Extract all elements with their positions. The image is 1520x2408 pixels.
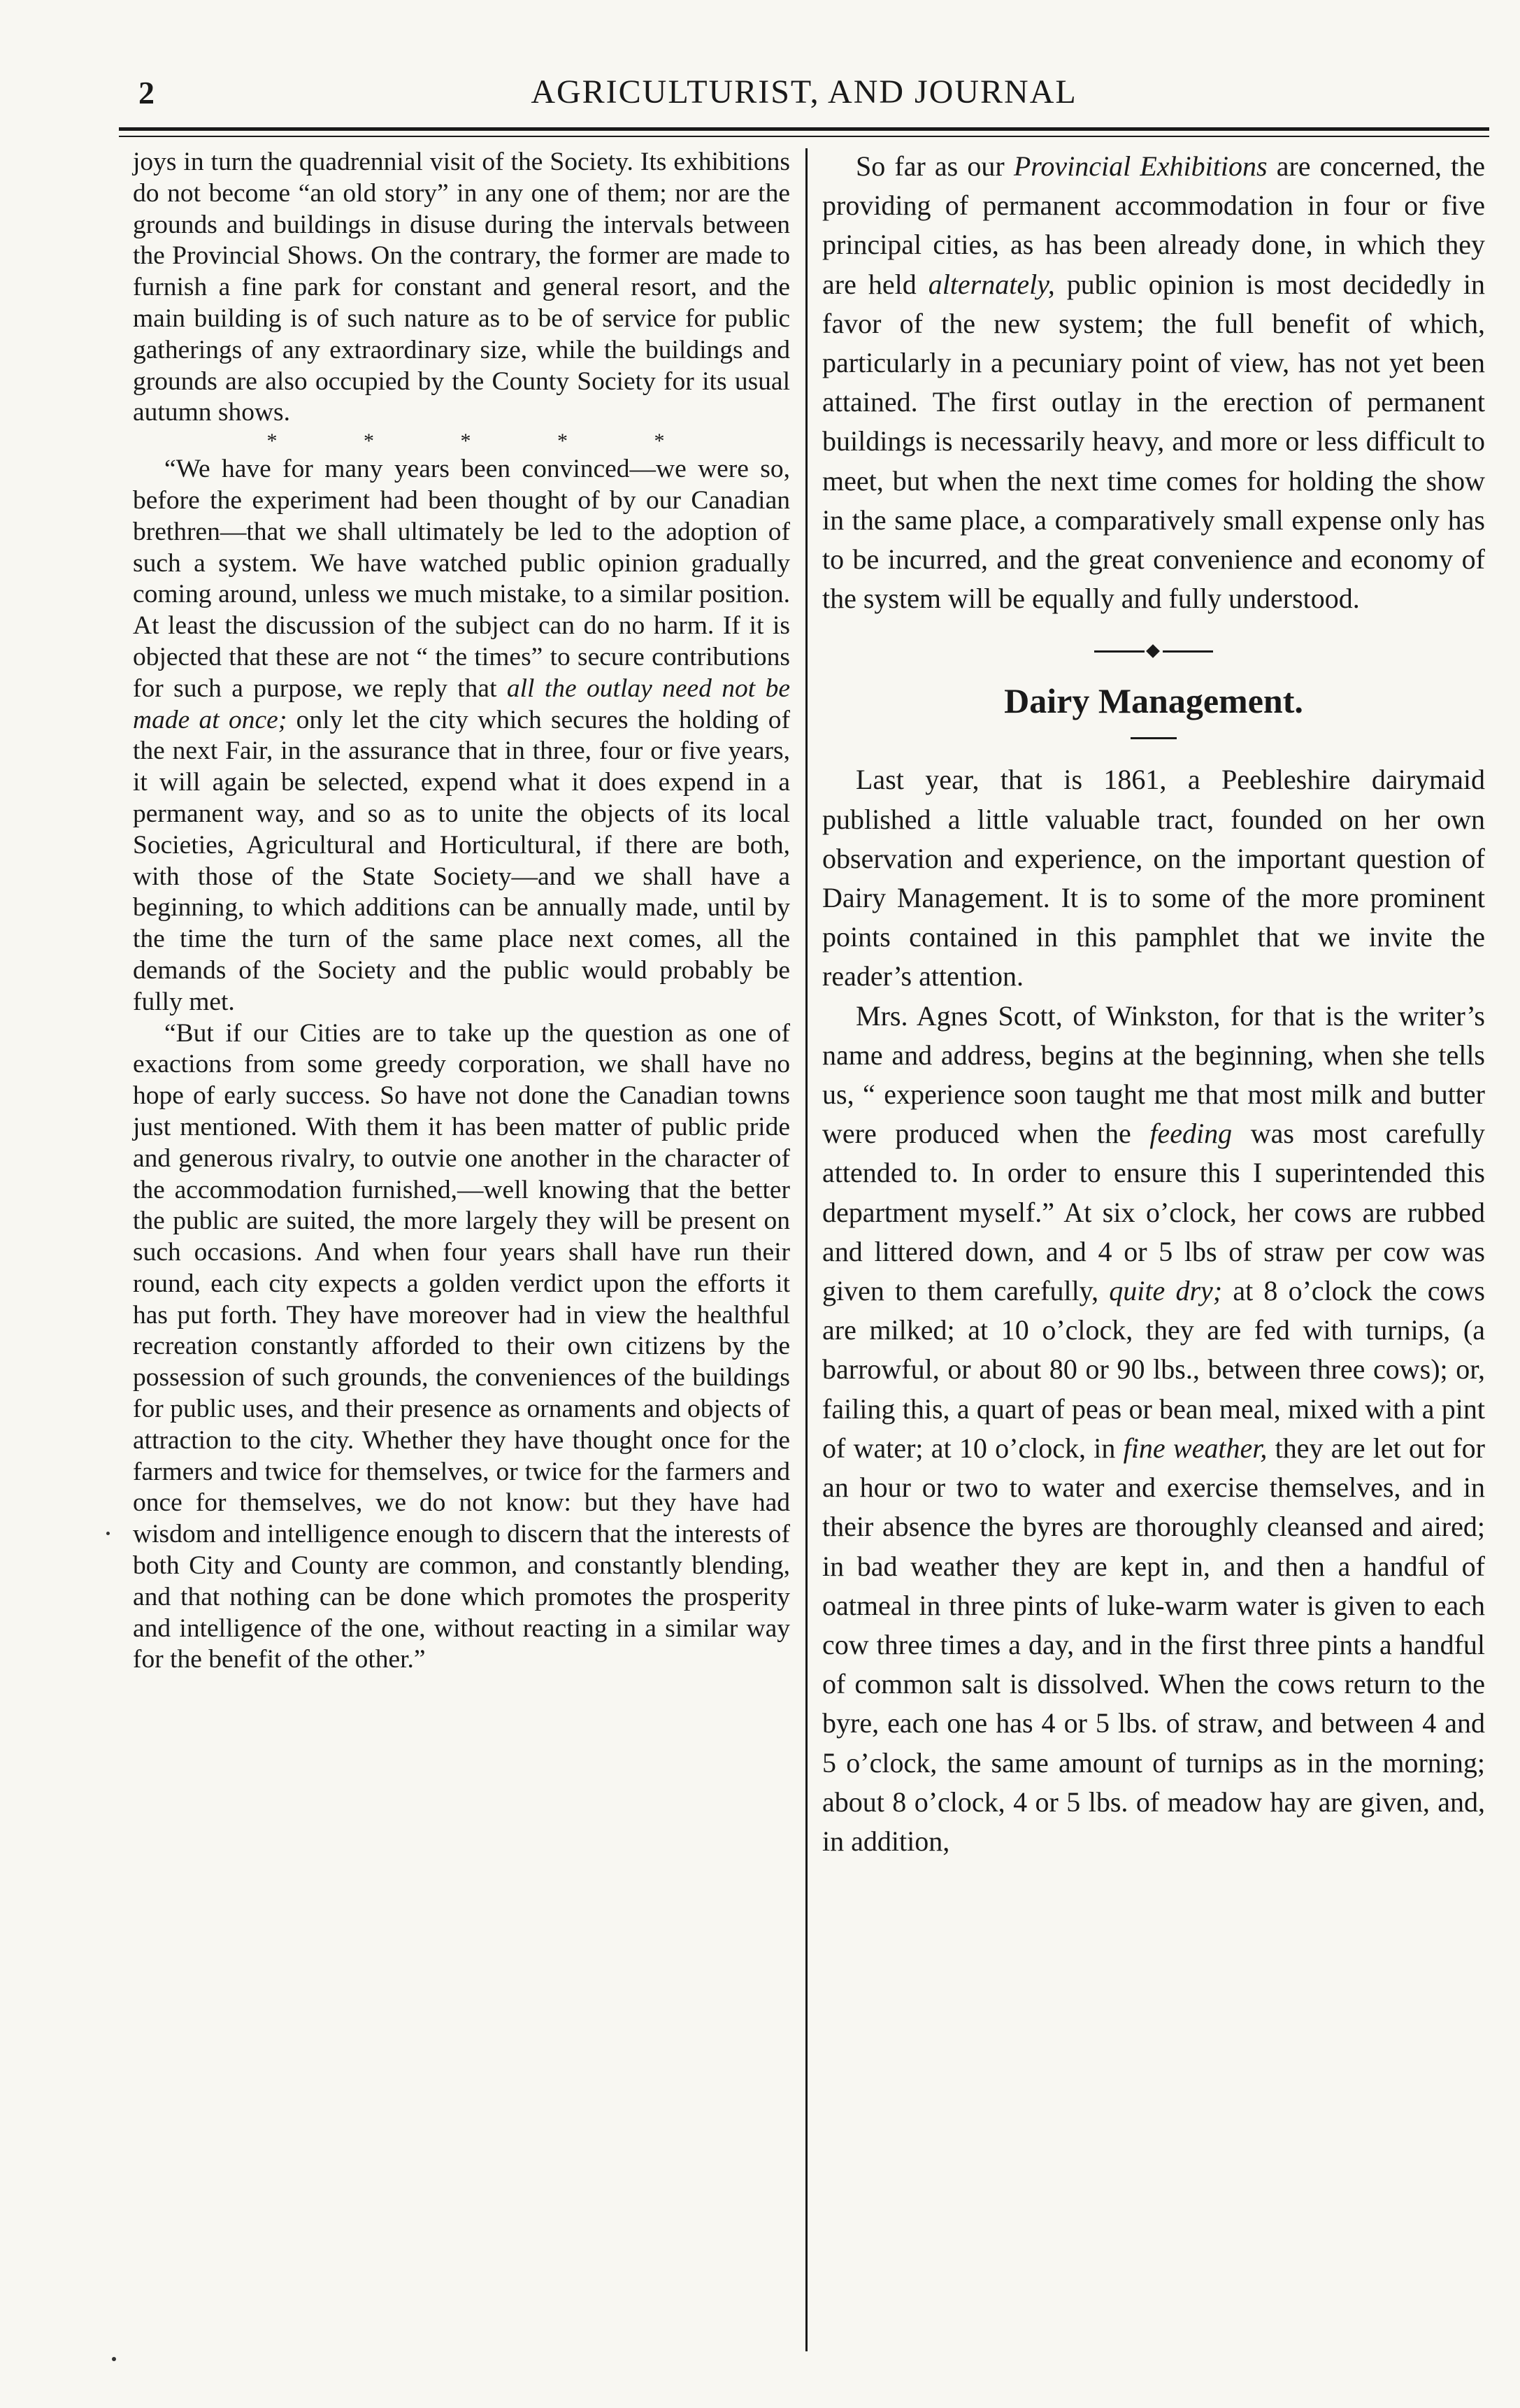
paragraph-continued: joys in turn the quadrennial visit of the Society. Its exhibitions do not become “an old story” in any one of them; nor are the grounds and buildings in disuse during the intervals between the Provincial Shows. On the contrary, the former are made to furnish a fine park for constant and general resort, and the main building is of such nature as to be of service for public gatherings of any extraordinary size, while the buildings and grounds are also occupied by the County Society for its usual autumn shows. xyxy=(133,148,790,427)
print-speck xyxy=(112,2357,116,2361)
header-rule-thin xyxy=(119,136,1489,137)
page-header xyxy=(119,67,1489,130)
section-break-stars: * * * * * xyxy=(266,429,705,453)
print-speck xyxy=(106,1532,110,1535)
italic-phrase: all the outlay need not be made at once; xyxy=(133,674,791,734)
column-divider xyxy=(805,148,808,2351)
page-number: 2 xyxy=(138,75,155,111)
right-column xyxy=(822,147,1485,1861)
paragraph-dairy-routine: Mrs. Agnes Scott, of Winkston, for that is the writer’s name and address, begins at the beginning, when she tells us, “ experience soon taught me that most milk and butter were produced when the feeding was most carefully attended to. In order to ensure this I superintended this department myself.” At six o’clock, her cows are rubbed and littered down, and 4 or 5 lbs of straw per cow was given to them carefully, quite dry; at 8 o’clock the cows are milked; at 10 o’clock, they are fed with turnips, (a barrowful, or about 80 or 90 lbs., between three cows); or, failing this, a quart of peas or bean meal, mixed with a pint of water; at 10 o’clock, in fine weather, they are let out for an hour or two to water and exercise themselves, and in their absence the byres are thoroughly cleansed and aired; in bad weather they are kept in, and then a handful of oatmeal in three pints of luke-warm water is given to each cow three times a day, and in the first three pints a handful of common salt is dissolved. When the cows return to the byre, each one has 4 or 5 lbs. of straw, and between 4 and 5 o’clock, the same amount of turnips as in the morning; about 8 o’clock, 4 or 5 lbs. of meadow hay are given, and, in addition, xyxy=(822,999,1486,1857)
paragraph-quote-2: “But if our Cities are to take up the question as one of exactions from some greedy corporation, we shall have no hope of early success. So have not done the Canadian towns just mentioned. With them it has been matter of public pride and generous rivalry, to outvie one another in the character of the accommodation furnished,—well knowing that the better the public are suited, the more largely they will be present on such occasions. And when four years shall have run their round, each city expects a golden verdict upon the efforts it has put forth. They have moreover had in view the healthful recreation constantly afforded to their own citizens by the possession of such grounds, the conveniences of the buildings for public uses, and their presence as ornaments and objects of attraction to the city. Whether they have thought once for the farmers and twice for themselves, or twice for the farmers and once for themselves, we do not know: but they have had wisdom and intelligence enough to discern that the interests of both City and County are common, and constantly blending, and that nothing can be done which promotes the prosperity and intelligence of the one, without reacting in a similar way for the benefit of the other.” xyxy=(133,1018,790,1674)
left-column xyxy=(133,147,790,1676)
paragraph-provincial-exhibitions: So far as our Provincial Exhibitions are concerned, the providing of permanent accommodation in four or five principal cities, as has been already done, in which they are held alternately, public opinion is most decidedly in favor of the new system; the full benefit of which, particularly in a pecuniary point of view, has not yet been attained. The first outlay in the erection of permanent buildings is necessarily heavy, and more or less difficult to meet, but when the next time comes for holding the show in the same place, a comparatively small expense only has to be incurred, and the great convenience and economy of the system will be equally and fully understood. xyxy=(822,150,1486,615)
section-ornament xyxy=(1094,638,1213,666)
paragraph-quote-1: “We have for many years been convinced—we were so, before the experiment had been thought of by our Canadian brethren—that we shall ultimately be led to the adoption of such a system. We have watched public opinion gradually coming around, unless we much mistake, to a similar position. At least the discussion of the subject can do no harm. If it is objected that these are not “ the times” to secure contributions for such a purpose, we reply that all the outlay need not be made at once; only let the city which secures the holding of the next Fair, in the assurance that in three, four or five years, it will again be selected, expend what it does expend in a permanent way, and so as to unite the objects of its local Societies, Agricultural and Horticultural, if there are both, with those of the State Society—and we shall have a beginning, to which additions can be annually made, until by the time the turn of the same place next comes, all the demands of the Society and the public would probably be fully met. xyxy=(133,455,791,1016)
title-rule xyxy=(1131,737,1177,739)
running-head: AGRICULTURIST, AND JOURNAL xyxy=(531,73,1077,111)
section-title: Dairy Management. xyxy=(1004,681,1303,721)
paragraph-dairy-intro: Last year, that is 1861, a Peebleshire dairymaid published a little valuable tract, founded on her own observation and experience, on the important question of Dairy Management. It is to some of the more prominent points contained in this pamphlet that we invite the reader’s attention. xyxy=(822,764,1485,992)
header-rule-thick xyxy=(119,127,1489,131)
